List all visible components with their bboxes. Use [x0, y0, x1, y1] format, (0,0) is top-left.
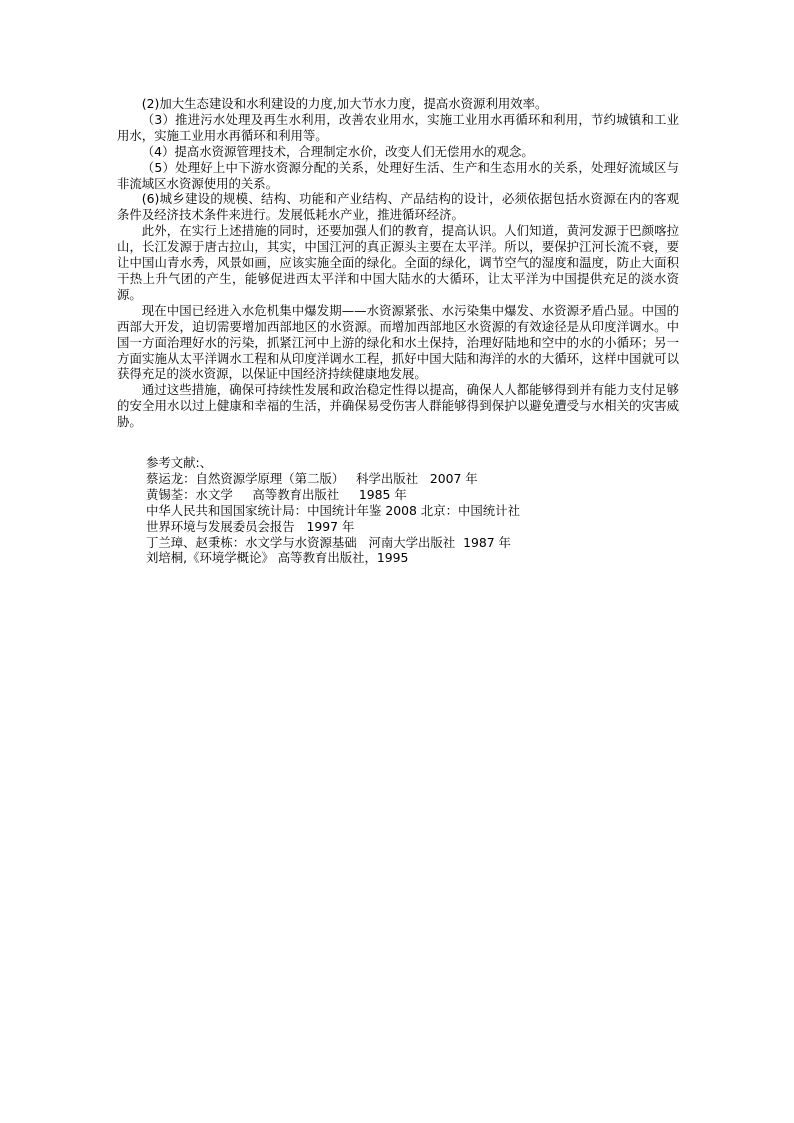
paragraph: （5）处理好上中下游水资源分配的关系，处理好生活、生产和生态用水的关系，处理好流域区与非流域区水资源使用的关系。: [117, 159, 679, 191]
reference-item: 刘培桐,《环境学概论》 高等教育出版社，1995: [146, 550, 409, 566]
references-heading: 参考文献:、: [146, 455, 213, 471]
paragraph: （3）推进污水处理及再生水利用，改善农业用水，实施工业用水再循环和利用，节约城镇和工业用水，实施工业用水再循环和利用等。: [117, 111, 679, 143]
paragraph: 通过这些措施，确保可持续性发展和政治稳定性得以提高，确保人人都能够得到并有能力支付足够的安全用水以过上健康和幸福的生活，并确保易受伤害人群能够得到保护以避免遭受与水相关的灾害威胁。: [117, 382, 679, 430]
references-section: [117, 455, 679, 566]
paragraph: 现在中国已经进入水危机集中爆发期——水资源紧张、水污染集中爆发、水资源矛盾凸显。中国的西部大开发，迫切需要增加西部地区的水资源。而增加西部地区水资源的有效途径是从印度洋调水。中国一方面治理好水的污染，抓紧江河中上游的绿化和水土保持，治理好陆地和空中的水的小循环；另一方面实施从太平洋调水工程和从印度洋调水工程，抓好中国大陆和海洋的水的大循环，这样中国就可以获得充足的淡水资源，以保证中国经济持续健康地发展。: [117, 302, 679, 382]
document-body: [117, 96, 679, 566]
reference-item: 黄锡荃：水文学 高等教育出版社 1985 年: [146, 486, 407, 502]
reference-item: 丁兰璋、赵秉栋：水文学与水资源基础 河南大学出版社 1987 年: [146, 534, 511, 550]
reference-item: 中华人民共和国国家统计局：中国统计年鉴 2008 北京：中国统计社: [146, 502, 520, 518]
paragraph: 此外，在实行上述措施的同时，还要加强人们的教育，提高认识。人们知道，黄河发源于巴颜喀拉山，长江发源于唐古拉山，其实，中国江河的真正源头主要在太平洋。所以，要保护江河长流不衰，要让中国山青水秀，风景如画，应该实施全面的绿化。全面的绿化，调节空气的湿度和温度，防止大面积干热上升气团的产生，能够促进西太平洋和中国大陆水的大循环，让太平洋为中国提供充足的淡水资源。: [117, 223, 679, 302]
paragraph: (2)加大生态建设和水利建设的力度,加大节水力度，提高水资源利用效率。: [141, 96, 548, 111]
reference-item: 蔡运龙：自然资源学原理（第二版） 科学出版社 2007 年: [146, 470, 478, 486]
reference-item: 世界环境与发展委员会报告 1997 年: [146, 518, 355, 534]
paragraph: (6)城乡建设的规模、结构、功能和产业结构、产品结构的设计，必须依据包括水资源在内的客观条件及经济技术条件来进行。发展低耗水产业，推进循环经济。: [117, 191, 679, 223]
paragraph: （4）提高水资源管理技术，合理制定水价，改变人们无偿用水的观念。: [141, 143, 534, 159]
